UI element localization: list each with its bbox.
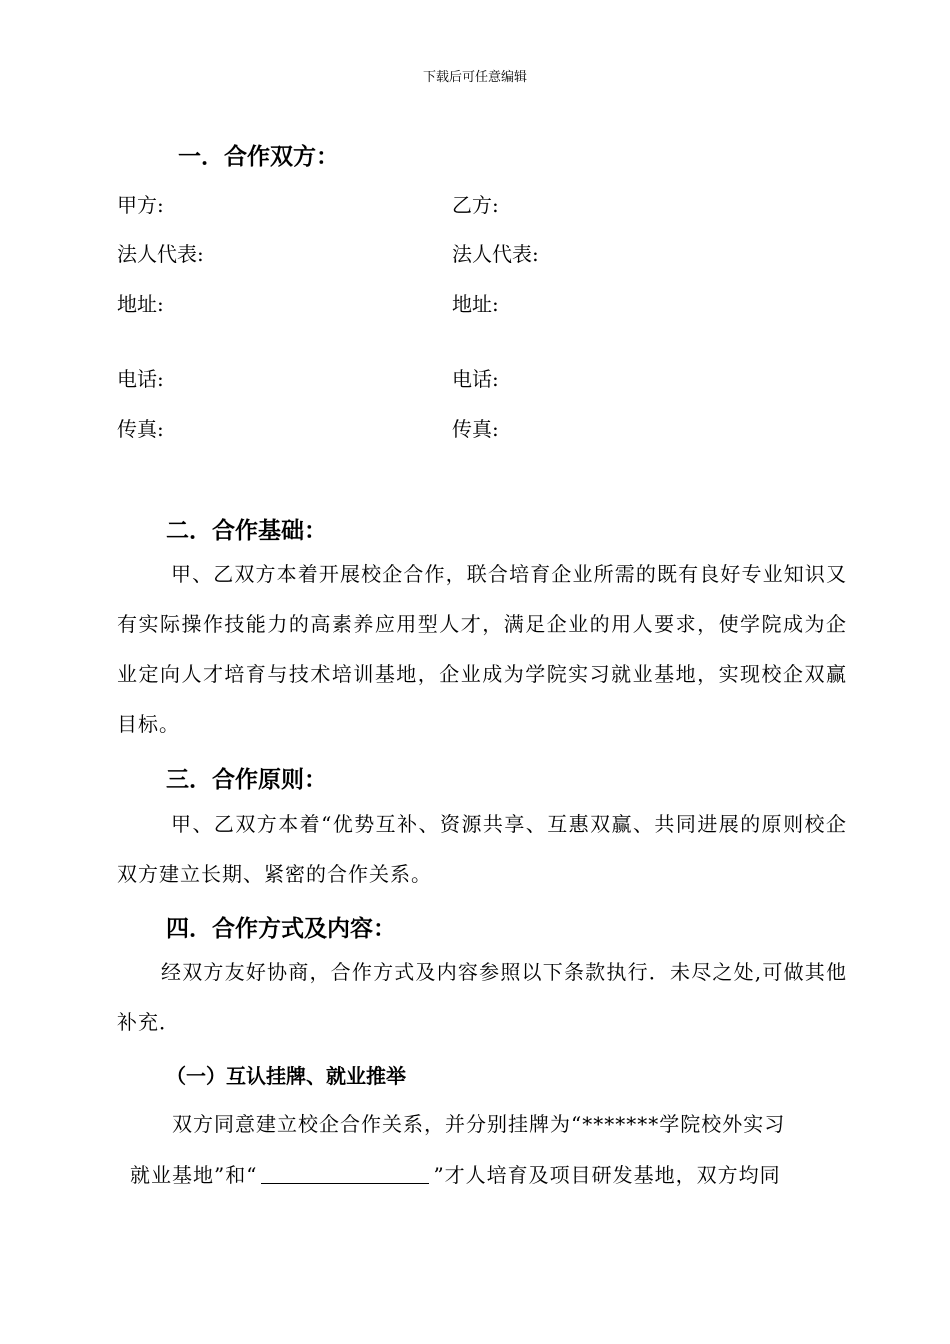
party-a-address-label: 地址:: [117, 292, 164, 316]
header-note: 下载后可任意编辑: [422, 70, 527, 85]
party-b-phone-label: 电话:: [452, 367, 499, 391]
section4-sub1-line2-start: 就业基地”和“: [130, 1163, 258, 1187]
section4-sub1-line2-end: ”才人培育及项目研发基地，双方均同: [433, 1163, 781, 1187]
party-b-legal-rep-label: 法人代表:: [452, 242, 539, 266]
section2-title: 二．合作基础：: [166, 518, 327, 544]
party-b-address-label: 地址:: [452, 292, 499, 316]
section4-sub1-line1: 双方同意建立校企合作关系，并分别挂牌为“*******学院校外实习: [172, 1112, 786, 1136]
section4-body: 经双方友好协商，合作方式及内容参照以下条款执行．未尽之处,可做其他补充．: [117, 960, 847, 1034]
party-b-label: 乙方:: [452, 193, 499, 217]
section3-body: 甲、乙双方本着“优势互补、资源共享、互惠双赢、共同进展的原则校企双方建立长期、紧密的合作关系。: [117, 812, 847, 886]
section1-title: 一．合作双方：: [178, 144, 339, 170]
party-a-legal-rep-label: 法人代表:: [117, 242, 204, 266]
base-name-blank: [261, 1163, 429, 1184]
party-a-label: 甲方:: [117, 193, 164, 217]
party-b-fax-label: 传真:: [452, 417, 499, 441]
section4-sub1-title: （一）互认挂牌、就业推举: [166, 1064, 406, 1088]
party-a-fax-label: 传真:: [117, 417, 164, 441]
party-a-phone-label: 电话:: [117, 367, 164, 391]
section4-title: 四．合作方式及内容：: [166, 916, 396, 942]
section3-title: 三．合作原则：: [166, 767, 327, 793]
section4-sub1-line2: [130, 1159, 781, 1188]
section2-body: 甲、乙双方本着开展校企合作，联合培育企业所需的既有良好专业知识又有实际操作技能力的高素养应用型人才，满足企业的用人要求，使学院成为企业定向人才培育与技术培训基地，企业成为学院实习就业基地，实现校企双赢目标。: [117, 562, 847, 736]
